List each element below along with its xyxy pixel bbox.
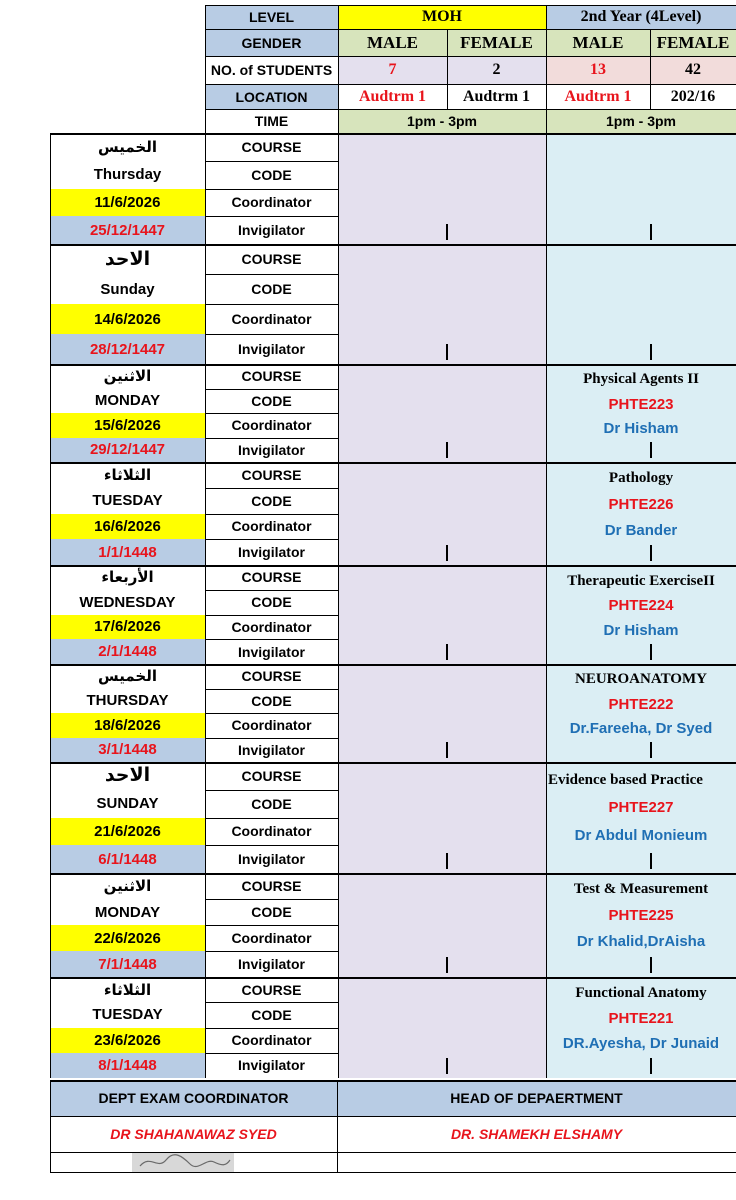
grid-line <box>205 5 736 6</box>
row-label-invigilator: Invigilator <box>238 1057 305 1074</box>
tick-mark <box>650 545 652 561</box>
header-section <box>0 0 736 133</box>
grid-line <box>205 873 206 977</box>
tick-mark <box>446 545 448 561</box>
grid-line <box>338 873 339 977</box>
exam-course: Physical Agents II <box>583 371 699 388</box>
row-label-coordinator: Coordinator <box>231 823 312 840</box>
day-block <box>0 133 736 244</box>
row-label-course: COURSE <box>241 668 302 685</box>
tick-mark <box>650 957 652 973</box>
students-label: NO. of STUDENTS <box>210 62 333 78</box>
yr-male-location: Audtrm 1 <box>564 87 632 105</box>
day-hijri: 3/1/1448 <box>50 738 205 763</box>
exam-coordinator: Dr Hisham <box>603 420 679 438</box>
tick-mark <box>446 1058 448 1074</box>
row-label-course: COURSE <box>241 251 302 267</box>
day-arabic: الاحد <box>104 248 151 270</box>
grid-line <box>338 664 339 762</box>
grid-line <box>50 462 736 464</box>
grid-line <box>447 29 448 109</box>
gender-label: GENDER <box>205 29 338 56</box>
grid-line <box>205 488 338 489</box>
row-label-code: CODE <box>251 692 292 709</box>
yr-female-gender: FEMALE <box>650 29 736 56</box>
tick-mark <box>446 644 448 660</box>
grid-line <box>546 664 547 762</box>
exam-code: PHTE222 <box>608 695 674 713</box>
moh-exam-cell <box>338 873 546 977</box>
grid-line <box>337 1080 338 1172</box>
exam-course: Functional Anatomy <box>575 984 707 1001</box>
grid-line <box>205 615 338 616</box>
day-arabic: الاحد <box>104 765 151 787</box>
row-label-coordinator: Coordinator <box>231 618 312 635</box>
head-of-department-label: HEAD OF DEPAERTMENT <box>337 1080 736 1116</box>
day-hijri: 1/1/1448 <box>50 539 205 565</box>
dept-coordinator-name: DR SHAHANAWAZ SYED <box>110 1126 277 1142</box>
grid-line <box>50 244 51 364</box>
exam-code: PHTE225 <box>608 907 674 925</box>
exam-code: PHTE223 <box>608 395 674 413</box>
location-label: LOCATION <box>205 84 338 109</box>
tick-mark <box>650 344 652 360</box>
moh-time: 1pm - 3pm <box>338 109 546 133</box>
grid-line <box>50 664 736 666</box>
day-block <box>0 977 736 1078</box>
grid-line <box>205 689 338 690</box>
exam-code: PHTE221 <box>608 1010 674 1028</box>
grid-line <box>50 1080 51 1172</box>
grid-line <box>205 539 338 540</box>
tick-mark <box>446 224 448 240</box>
exam-course: Evidence based Practice <box>548 771 703 788</box>
exam-course: Therapeutic ExerciseII <box>567 572 715 589</box>
grid-line <box>338 244 339 364</box>
tick-mark <box>650 853 652 869</box>
grid-line <box>205 514 338 515</box>
grid-line <box>50 364 51 462</box>
grid-line <box>338 565 339 664</box>
day-arabic: الأربعاء <box>101 569 154 587</box>
row-label-coordinator: Coordinator <box>231 311 312 327</box>
row-label-invigilator: Invigilator <box>238 956 305 972</box>
day-english: Sunday <box>100 280 155 298</box>
moh-female-gender: FEMALE <box>447 29 546 56</box>
moh-male-location: Audtrm 1 <box>358 87 427 105</box>
row-label-course: COURSE <box>241 767 302 784</box>
day-english: WEDNESDAY <box>79 593 176 611</box>
day-block <box>0 462 736 565</box>
level-label: LEVEL <box>205 5 338 29</box>
year-level: 2nd Year (4Level) <box>546 5 736 29</box>
day-date: 11/6/2026 <box>50 189 205 217</box>
moh-male-gender: MALE <box>338 29 447 56</box>
day-block <box>0 762 736 873</box>
signature-scribble <box>132 1152 234 1172</box>
grid-line <box>546 762 547 873</box>
tick-mark <box>650 442 652 458</box>
grid-line <box>50 762 736 764</box>
row-label-invigilator: Invigilator <box>238 222 305 239</box>
day-arabic: الخميس <box>98 138 157 156</box>
moh-exam-cell <box>338 565 546 664</box>
day-hijri: 29/12/1447 <box>50 438 205 463</box>
day-date: 14/6/2026 <box>50 304 205 334</box>
row-label-coordinator: Coordinator <box>231 518 312 535</box>
grid-line <box>205 304 338 305</box>
grid-line <box>50 1152 736 1153</box>
day-block <box>0 565 736 664</box>
grid-line <box>205 413 338 414</box>
row-label-code: CODE <box>251 1006 292 1023</box>
exam-coordinator <box>546 309 736 339</box>
day-arabic: الخميس <box>98 668 157 686</box>
exam-coordinator: Dr Khalid,DrAisha <box>576 933 706 951</box>
footer-section <box>0 1080 736 1180</box>
tick-mark <box>446 957 448 973</box>
day-arabic: الاثنين <box>103 878 152 895</box>
day-block <box>0 244 736 364</box>
row-label-coordinator: Coordinator <box>231 717 312 734</box>
grid-line <box>205 977 206 1078</box>
day-english: MONDAY <box>94 392 161 410</box>
day-block <box>0 873 736 977</box>
grid-line <box>546 977 547 1078</box>
grid-line <box>205 438 338 439</box>
time-label: TIME <box>254 113 289 129</box>
moh-exam-cell <box>338 364 546 462</box>
day-english: THURSDAY <box>86 692 169 710</box>
moh-female-location: Audtrm 1 <box>462 87 531 105</box>
day-hijri: 2/1/1448 <box>50 639 205 664</box>
row-label-course: COURSE <box>241 368 302 385</box>
row-label-invigilator: Invigilator <box>238 341 305 357</box>
day-arabic: الثلاثاء <box>103 981 152 999</box>
grid-line <box>50 977 51 1078</box>
grid-line <box>50 1080 736 1082</box>
exam-code: PHTE224 <box>608 597 674 615</box>
day-date: 17/6/2026 <box>50 615 205 640</box>
grid-line <box>50 873 736 875</box>
grid-line <box>50 565 51 664</box>
grid-line <box>205 713 338 714</box>
grid-line <box>546 462 547 565</box>
grid-line <box>205 951 338 952</box>
grid-line <box>205 161 338 162</box>
row-label-coordinator: Coordinator <box>231 194 312 211</box>
row-label-code: CODE <box>251 594 292 611</box>
row-label-coordinator: Coordinator <box>231 1032 312 1049</box>
exam-coordinator: Dr.Fareeha, Dr Syed <box>569 720 713 738</box>
row-label-coordinator: Coordinator <box>231 417 312 434</box>
grid-line <box>50 664 51 762</box>
day-english: TUESDAY <box>92 1006 163 1024</box>
row-label-course: COURSE <box>241 466 302 483</box>
moh-level: MOH <box>338 5 546 29</box>
grid-line <box>50 133 736 135</box>
row-label-course: COURSE <box>241 569 302 586</box>
grid-line <box>205 334 338 335</box>
grid-line <box>338 5 339 133</box>
grid-line <box>50 1172 736 1173</box>
exam-coordinator: Dr Hisham <box>603 622 679 640</box>
day-english: SUNDAY <box>96 795 159 813</box>
grid-line <box>205 216 338 217</box>
grid-line <box>50 762 51 873</box>
row-label-code: CODE <box>251 166 292 183</box>
grid-line <box>546 244 547 364</box>
exam-code: PHTE227 <box>608 799 674 817</box>
grid-line <box>205 925 338 926</box>
grid-line <box>50 133 51 244</box>
day-date: 22/6/2026 <box>50 925 205 951</box>
tick-mark <box>650 1058 652 1074</box>
day-block <box>0 364 736 462</box>
grid-line <box>205 189 338 190</box>
exam-course: NEUROANATOMY <box>575 671 707 688</box>
grid-line <box>546 873 547 977</box>
grid-line <box>205 762 206 873</box>
row-label-invigilator: Invigilator <box>238 544 305 561</box>
row-label-code: CODE <box>251 795 292 812</box>
grid-line <box>205 84 736 85</box>
grid-line <box>50 462 51 565</box>
grid-line <box>50 1116 736 1117</box>
grid-line <box>50 977 736 979</box>
grid-line <box>205 364 206 462</box>
grid-line <box>205 899 338 900</box>
row-label-code: CODE <box>251 392 292 409</box>
day-date: 21/6/2026 <box>50 818 205 846</box>
day-english: MONDAY <box>94 903 161 921</box>
day-hijri: 8/1/1448 <box>50 1053 205 1078</box>
grid-line <box>205 1053 338 1054</box>
grid-line <box>338 462 339 565</box>
yr-male-count: 13 <box>546 56 650 84</box>
grid-line <box>205 565 206 664</box>
grid-line <box>205 590 338 591</box>
exam-coordinator <box>546 193 736 221</box>
grid-line <box>205 738 338 739</box>
grid-line <box>205 244 206 364</box>
day-hijri: 6/1/1448 <box>50 845 205 873</box>
day-block <box>0 664 736 762</box>
row-label-code: CODE <box>251 281 292 297</box>
exam-code <box>546 279 736 309</box>
day-hijri: 25/12/1447 <box>50 216 205 244</box>
yr-male-gender: MALE <box>546 29 650 56</box>
grid-line <box>50 565 736 567</box>
grid-line <box>338 977 339 1078</box>
exam-course: Test & Measurement <box>573 881 709 898</box>
tick-mark <box>446 742 448 758</box>
day-date: 16/6/2026 <box>50 514 205 540</box>
grid-line <box>650 29 651 109</box>
day-hijri: 7/1/1448 <box>50 951 205 977</box>
grid-line <box>546 565 547 664</box>
row-label-coordinator: Coordinator <box>231 930 312 946</box>
moh-exam-cell <box>338 133 546 244</box>
moh-male-count: 7 <box>338 56 447 84</box>
day-date: 15/6/2026 <box>50 413 205 438</box>
grid-line <box>205 790 338 791</box>
grid-line <box>338 364 339 462</box>
grid-line <box>50 873 51 977</box>
exam-course <box>546 249 736 279</box>
grid-line <box>205 56 736 57</box>
tick-mark <box>650 224 652 240</box>
moh-exam-cell <box>338 244 546 364</box>
moh-female-count: 2 <box>447 56 546 84</box>
exam-code <box>546 165 736 193</box>
grid-line <box>546 133 547 244</box>
exam-course <box>546 137 736 165</box>
grid-line <box>205 274 338 275</box>
grid-line <box>338 133 339 244</box>
grid-line <box>205 109 736 110</box>
exam-coordinator: Dr Bander <box>604 521 678 539</box>
row-label-invigilator: Invigilator <box>238 741 305 758</box>
tick-mark <box>446 442 448 458</box>
grid-line <box>50 364 736 366</box>
head-of-department-name: DR. SHAMEKH ELSHAMY <box>450 1126 623 1142</box>
row-label-code: CODE <box>251 492 292 509</box>
day-hijri: 28/12/1447 <box>50 334 205 364</box>
exam-code: PHTE226 <box>608 495 674 513</box>
day-arabic: الثلاثاء <box>103 466 152 484</box>
row-label-course: COURSE <box>241 878 302 894</box>
row-label-course: COURSE <box>241 981 302 998</box>
grid-line <box>205 845 338 846</box>
yr-female-location: 202/16 <box>670 87 716 105</box>
tick-mark <box>446 344 448 360</box>
row-label-course: COURSE <box>241 138 302 155</box>
day-date: 18/6/2026 <box>50 713 205 738</box>
grid-line <box>205 133 206 244</box>
exam-course: Pathology <box>608 470 674 487</box>
grid-line <box>50 244 736 246</box>
grid-line <box>205 639 338 640</box>
tick-mark <box>650 644 652 660</box>
day-english: Thursday <box>93 166 162 184</box>
tick-mark <box>650 742 652 758</box>
grid-line <box>205 664 206 762</box>
row-label-invigilator: Invigilator <box>238 851 305 868</box>
moh-exam-cell <box>338 762 546 873</box>
tick-mark <box>446 853 448 869</box>
grid-line <box>205 818 338 819</box>
grid-line <box>205 29 736 30</box>
day-date: 23/6/2026 <box>50 1028 205 1053</box>
grid-line <box>546 364 547 462</box>
signature-image <box>132 1152 234 1172</box>
moh-exam-cell <box>338 977 546 1078</box>
grid-line <box>546 5 547 133</box>
grid-line <box>338 762 339 873</box>
moh-exam-cell <box>338 664 546 762</box>
day-arabic: الاثنين <box>103 368 152 386</box>
exam-coordinator: Dr Abdul Monieum <box>574 827 708 845</box>
day-english: TUESDAY <box>92 492 163 510</box>
row-label-invigilator: Invigilator <box>238 441 305 458</box>
yr-time: 1pm - 3pm <box>546 109 736 133</box>
grid-line <box>205 5 206 133</box>
grid-line <box>205 1002 338 1003</box>
grid-line <box>205 389 338 390</box>
dept-coordinator-label: DEPT EXAM COORDINATOR <box>50 1080 337 1116</box>
yr-female-count: 42 <box>650 56 736 84</box>
grid-line <box>205 462 206 565</box>
grid-line <box>205 1028 338 1029</box>
exam-coordinator: DR.Ayesha, Dr Junaid <box>562 1035 720 1053</box>
row-label-invigilator: Invigilator <box>238 643 305 660</box>
row-label-code: CODE <box>251 904 292 920</box>
moh-exam-cell <box>338 462 546 565</box>
